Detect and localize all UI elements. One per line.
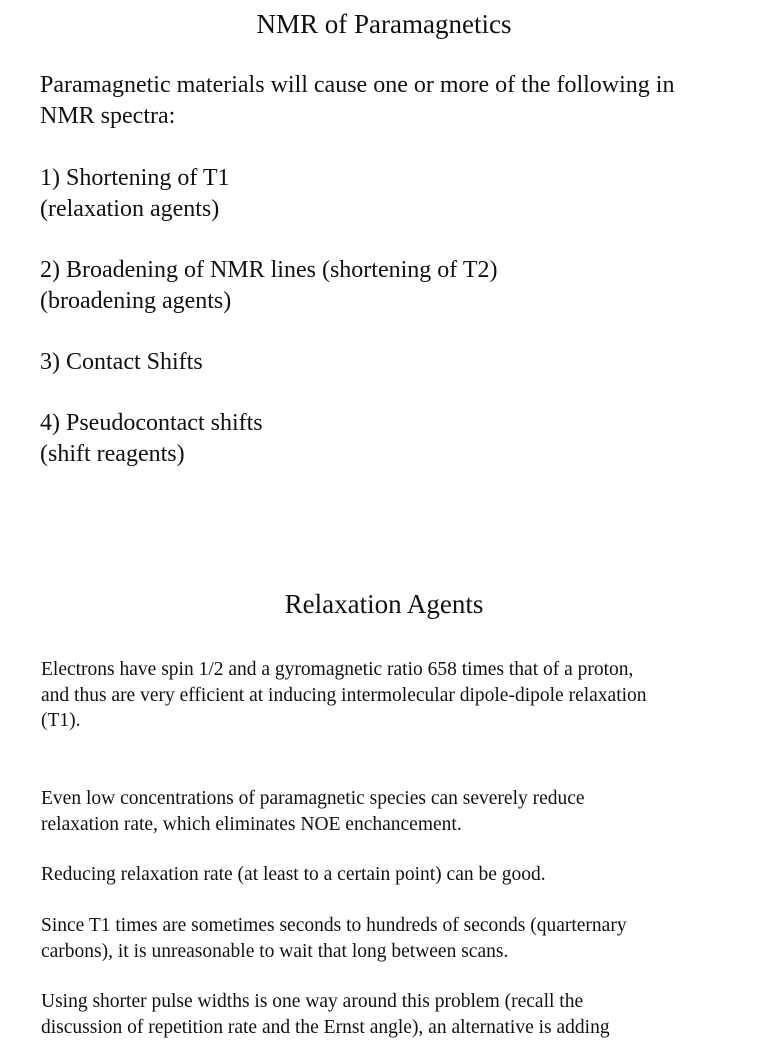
list-item-heading: 1) Shortening of T1 [40, 163, 740, 194]
paragraph-line: discussion of repetition rate and the Ernst angle), an alternative is adding [41, 1015, 741, 1040]
list-item-heading: 3) Contact Shifts [40, 347, 740, 378]
list-item-note: (broadening agents) [40, 286, 740, 317]
list-item-note: (relaxation agents) [40, 194, 740, 225]
list-item-1 [40, 163, 740, 225]
paragraph-line: Using shorter pulse widths is one way around this problem (recall the [41, 989, 741, 1015]
list-item-2 [40, 255, 740, 317]
paragraph-line: (T1). [41, 708, 741, 734]
list-item-heading: 4) Pseudocontact shifts [40, 408, 740, 439]
paragraph-line: relaxation rate, which eliminates NOE enchancement. [41, 812, 741, 838]
page-title: NMR of Paramagnetics [0, 8, 768, 40]
paragraph-line: Reducing relaxation rate (at least to a certain point) can be good. [41, 862, 741, 888]
paragraph-line: Even low concentrations of paramagnetic species can severely reduce [41, 786, 741, 812]
paragraph-line: and thus are very efficient at inducing intermolecular dipole-dipole relaxation [41, 683, 741, 709]
intro-line: NMR spectra: [40, 101, 740, 132]
section-title: Relaxation Agents [0, 588, 768, 620]
list-item-3 [40, 347, 740, 378]
intro-paragraph [40, 70, 740, 132]
list-item-4 [40, 408, 740, 470]
paragraph-1 [41, 657, 741, 734]
paragraph-line: carbons), it is unreasonable to wait that long between scans. [41, 939, 741, 965]
paragraph-5 [41, 989, 741, 1040]
paragraph-2 [41, 786, 741, 837]
paragraph-line: Electrons have spin 1/2 and a gyromagnetic ratio 658 times that of a proton, [41, 657, 741, 683]
list-item-note: (shift reagents) [40, 439, 740, 470]
intro-line: Paramagnetic materials will cause one or more of the following in [40, 70, 740, 101]
paragraph-line: Since T1 times are sometimes seconds to hundreds of seconds (quarternary [41, 913, 741, 939]
paragraph-3 [41, 862, 741, 888]
paragraph-4 [41, 913, 741, 964]
list-item-heading: 2) Broadening of NMR lines (shortening of T2) [40, 255, 740, 286]
